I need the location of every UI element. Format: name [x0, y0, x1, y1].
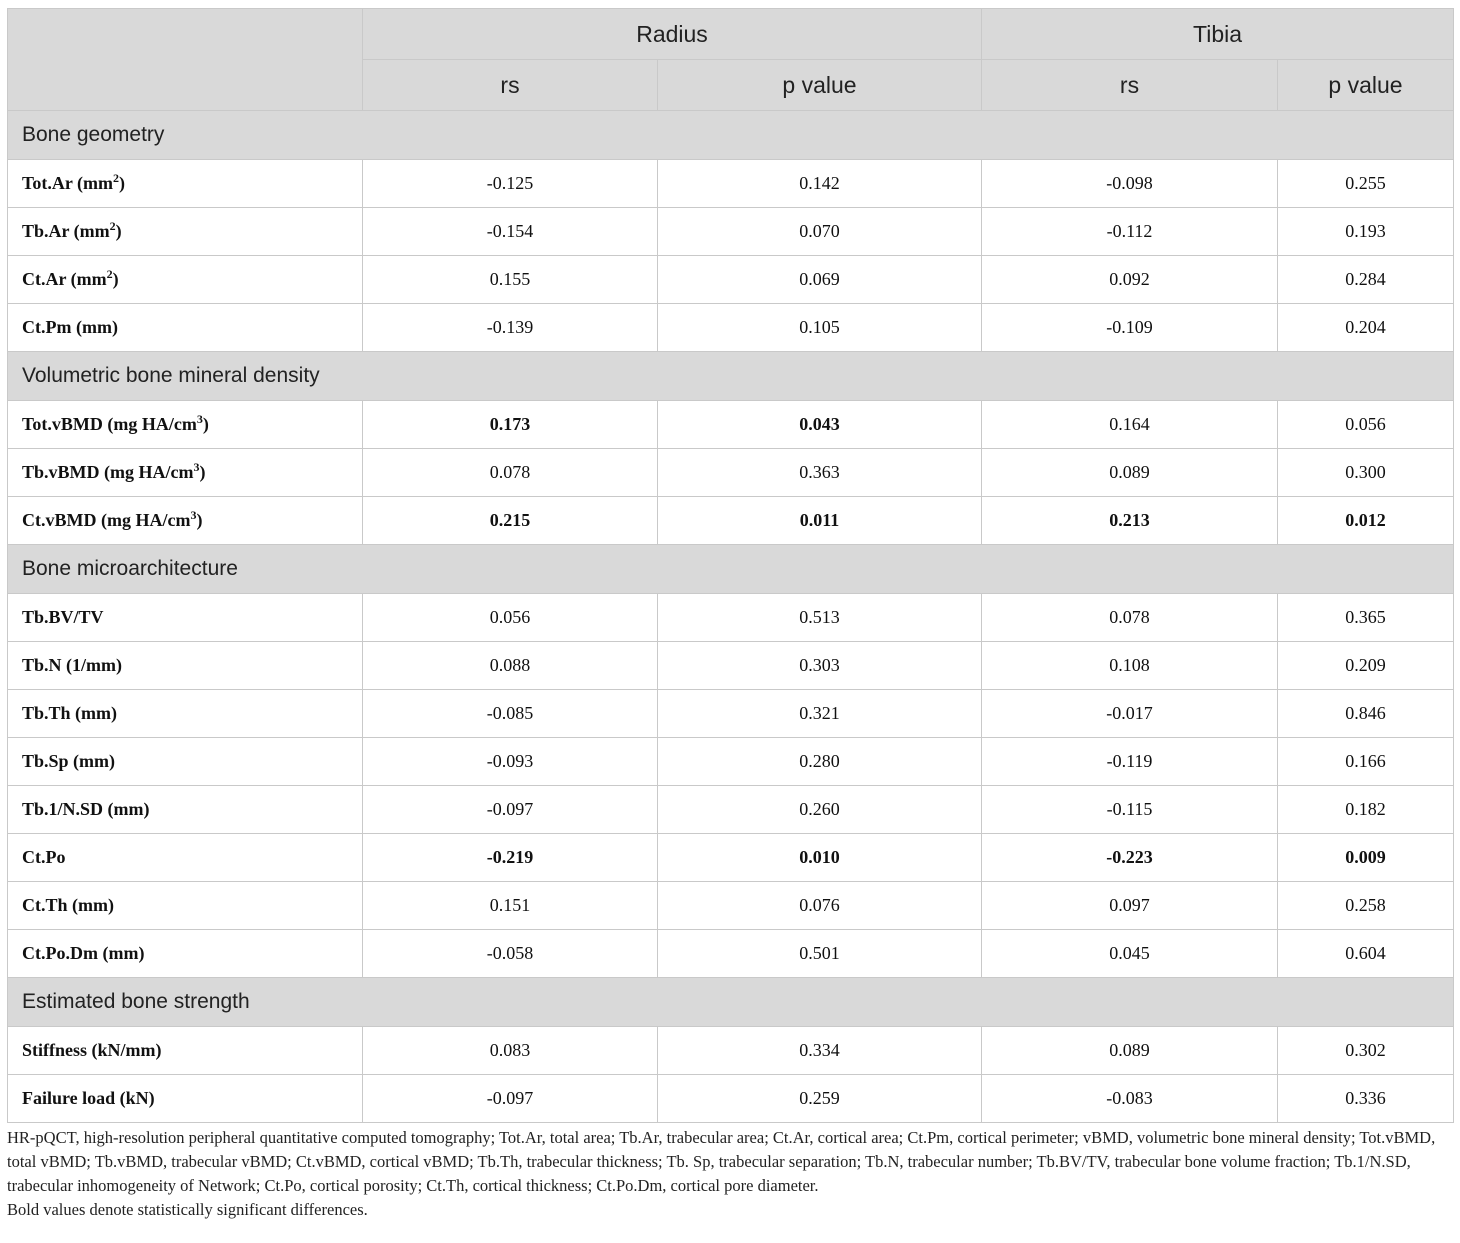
tibia-rs-cell: -0.112 — [982, 208, 1278, 256]
table-row — [8, 642, 1454, 690]
tibia-p-cell: 0.255 — [1278, 160, 1454, 208]
radius-p-cell: 0.076 — [658, 882, 982, 930]
tibia-p-cell: 0.009 — [1278, 834, 1454, 882]
radius-p-cell: 0.501 — [658, 930, 982, 978]
radius-p-cell: 0.142 — [658, 160, 982, 208]
radius-p-cell: 0.513 — [658, 594, 982, 642]
row-label — [8, 1075, 363, 1123]
row-label — [8, 786, 363, 834]
row-label — [8, 882, 363, 930]
radius-rs-cell: -0.139 — [363, 304, 658, 352]
row-label-superscript: 3 — [190, 508, 197, 522]
row-label-text: Tb.Ar (mm — [22, 221, 110, 241]
row-label-text: Tb.1/N.SD (mm) — [22, 799, 150, 819]
row-label-suffix: ) — [202, 414, 209, 434]
row-label-text: Tot.vBMD (mg HA/cm — [22, 414, 197, 434]
tibia-p-cell: 0.365 — [1278, 594, 1454, 642]
radius-rs-cell: -0.097 — [363, 786, 658, 834]
tibia-p-cell: 0.300 — [1278, 449, 1454, 497]
tibia-p-cell: 0.336 — [1278, 1075, 1454, 1123]
radius-rs-cell: 0.078 — [363, 449, 658, 497]
row-label-suffix: ) — [199, 462, 206, 482]
table-footnote — [7, 1126, 1453, 1222]
tibia-p-cell: 0.204 — [1278, 304, 1454, 352]
tibia-rs-cell: -0.083 — [982, 1075, 1278, 1123]
row-label — [8, 497, 363, 545]
radius-p-cell: 0.011 — [658, 497, 982, 545]
header-tibia-p: p value — [1278, 60, 1454, 111]
tibia-rs-cell: -0.109 — [982, 304, 1278, 352]
table-row — [8, 594, 1454, 642]
row-label — [8, 256, 363, 304]
header-empty-cell — [8, 9, 363, 111]
table-row — [8, 401, 1454, 449]
table-row — [8, 256, 1454, 304]
radius-rs-cell: -0.085 — [363, 690, 658, 738]
row-label — [8, 208, 363, 256]
tibia-rs-cell: 0.097 — [982, 882, 1278, 930]
tibia-rs-cell: 0.089 — [982, 449, 1278, 497]
row-label — [8, 738, 363, 786]
radius-p-cell: 0.043 — [658, 401, 982, 449]
table-row — [8, 786, 1454, 834]
tibia-rs-cell: 0.045 — [982, 930, 1278, 978]
row-label-text: Ct.Po — [22, 847, 66, 867]
header-radius: Radius — [363, 9, 982, 60]
radius-rs-cell: 0.173 — [363, 401, 658, 449]
section-title: Bone microarchitecture — [8, 545, 1454, 594]
row-label-superscript: 2 — [109, 219, 116, 233]
tibia-p-cell: 0.284 — [1278, 256, 1454, 304]
row-label-text: Tot.Ar (mm — [22, 173, 113, 193]
radius-p-cell: 0.069 — [658, 256, 982, 304]
radius-p-cell: 0.259 — [658, 1075, 982, 1123]
row-label — [8, 834, 363, 882]
header-radius-rs: rs — [363, 60, 658, 111]
section-row — [8, 352, 1454, 401]
row-label-superscript: 3 — [193, 460, 200, 474]
row-label — [8, 642, 363, 690]
row-label-text: Tb.Th (mm) — [22, 703, 118, 723]
table-row — [8, 1027, 1454, 1075]
table-row — [8, 497, 1454, 545]
section-row — [8, 545, 1454, 594]
tibia-rs-cell: -0.223 — [982, 834, 1278, 882]
row-label-text: Ct.vBMD (mg HA/cm — [22, 510, 191, 530]
tibia-rs-cell: -0.119 — [982, 738, 1278, 786]
row-label-text: Ct.Ar (mm — [22, 269, 107, 289]
row-label-suffix: ) — [112, 269, 119, 289]
row-label-text: Failure load (kN) — [22, 1088, 155, 1108]
table-row — [8, 930, 1454, 978]
radius-rs-cell: 0.088 — [363, 642, 658, 690]
section-title: Estimated bone strength — [8, 978, 1454, 1027]
tibia-p-cell: 0.056 — [1278, 401, 1454, 449]
tibia-rs-cell: 0.089 — [982, 1027, 1278, 1075]
tibia-rs-cell: -0.017 — [982, 690, 1278, 738]
radius-p-cell: 0.010 — [658, 834, 982, 882]
radius-rs-cell: 0.083 — [363, 1027, 658, 1075]
header-radius-p: p value — [658, 60, 982, 111]
tibia-p-cell: 0.166 — [1278, 738, 1454, 786]
radius-p-cell: 0.363 — [658, 449, 982, 497]
radius-rs-cell: 0.155 — [363, 256, 658, 304]
row-label — [8, 401, 363, 449]
row-label-suffix: ) — [119, 173, 125, 193]
tibia-rs-cell: -0.115 — [982, 786, 1278, 834]
radius-rs-cell: -0.097 — [363, 1075, 658, 1123]
correlation-table-container — [7, 8, 1453, 1222]
radius-rs-cell: 0.215 — [363, 497, 658, 545]
radius-p-cell: 0.321 — [658, 690, 982, 738]
table-row — [8, 834, 1454, 882]
tibia-p-cell: 0.604 — [1278, 930, 1454, 978]
row-label — [8, 449, 363, 497]
row-label-text: Tb.N (1/mm) — [22, 655, 122, 675]
radius-rs-cell: -0.093 — [363, 738, 658, 786]
tibia-rs-cell: -0.098 — [982, 160, 1278, 208]
row-label — [8, 1027, 363, 1075]
radius-rs-cell: -0.125 — [363, 160, 658, 208]
header-tibia: Tibia — [982, 9, 1454, 60]
table-row — [8, 690, 1454, 738]
tibia-p-cell: 0.193 — [1278, 208, 1454, 256]
tibia-p-cell: 0.846 — [1278, 690, 1454, 738]
row-label-text: Ct.Pm (mm) — [22, 317, 118, 337]
row-label-text: Stiffness (kN/mm) — [22, 1040, 162, 1060]
row-label — [8, 930, 363, 978]
radius-p-cell: 0.334 — [658, 1027, 982, 1075]
table-row — [8, 738, 1454, 786]
table-row — [8, 882, 1454, 930]
table-body — [8, 111, 1454, 1123]
tibia-p-cell: 0.258 — [1278, 882, 1454, 930]
tibia-p-cell: 0.302 — [1278, 1027, 1454, 1075]
tibia-p-cell: 0.182 — [1278, 786, 1454, 834]
row-label-text: Tb.Sp (mm) — [22, 751, 116, 771]
radius-rs-cell: 0.056 — [363, 594, 658, 642]
row-label-superscript: 2 — [106, 267, 113, 281]
row-label — [8, 594, 363, 642]
radius-rs-cell: -0.154 — [363, 208, 658, 256]
header-tibia-rs: rs — [982, 60, 1278, 111]
tibia-rs-cell: 0.092 — [982, 256, 1278, 304]
footnote-bold-note: Bold values denote statistically significant differences. — [7, 1200, 368, 1219]
radius-rs-cell: -0.058 — [363, 930, 658, 978]
radius-rs-cell: -0.219 — [363, 834, 658, 882]
row-label — [8, 304, 363, 352]
tibia-p-cell: 0.012 — [1278, 497, 1454, 545]
section-row — [8, 111, 1454, 160]
table-row — [8, 449, 1454, 497]
radius-p-cell: 0.303 — [658, 642, 982, 690]
row-label-text: Ct.Po.Dm (mm) — [22, 943, 145, 963]
tibia-rs-cell: 0.108 — [982, 642, 1278, 690]
tibia-rs-cell: 0.164 — [982, 401, 1278, 449]
row-label-suffix: ) — [115, 221, 122, 241]
radius-p-cell: 0.260 — [658, 786, 982, 834]
table-row — [8, 1075, 1454, 1123]
section-row — [8, 978, 1454, 1027]
tibia-p-cell: 0.209 — [1278, 642, 1454, 690]
row-label — [8, 160, 363, 208]
table-row — [8, 160, 1454, 208]
row-label-superscript: 3 — [196, 412, 203, 426]
radius-rs-cell: 0.151 — [363, 882, 658, 930]
section-title: Bone geometry — [8, 111, 1454, 160]
row-label-suffix: ) — [196, 510, 203, 530]
row-label-superscript: 2 — [113, 171, 119, 185]
row-label-text: Ct.Th (mm) — [22, 895, 114, 915]
footnote-abbreviations: HR-pQCT, high-resolution peripheral quantitative computed tomography; Tot.Ar, total area; Tb.Ar, trabecular area; Ct.Ar, cortical area; Ct.Pm, cortical perimeter; vBMD, volumetric bone mineral density; Tot.vBMD, total vBMD; Tb.vBMD, trabecular vBMD; Ct.vBMD, cortical vBMD; Tb.Th, trabecular thickness; Tb. Sp, trabecular separation; Tb.N, trabecular number; Tb.BV/TV, trabecular bone volume fraction; Tb.1/N.SD, trabecular inhomogeneity of Network; Ct.Po, cortical porosity; Ct.Th, cortical thickness; Ct.Po.Dm, cortical pore diameter. — [7, 1128, 1436, 1195]
table-row — [8, 304, 1454, 352]
tibia-rs-cell: 0.078 — [982, 594, 1278, 642]
table-row — [8, 208, 1454, 256]
radius-p-cell: 0.105 — [658, 304, 982, 352]
section-title: Volumetric bone mineral density — [8, 352, 1454, 401]
radius-p-cell: 0.070 — [658, 208, 982, 256]
row-label — [8, 690, 363, 738]
row-label-text: Tb.vBMD (mg HA/cm — [22, 462, 194, 482]
tibia-rs-cell: 0.213 — [982, 497, 1278, 545]
row-label-text: Tb.BV/TV — [22, 607, 104, 627]
correlation-table — [7, 8, 1454, 1123]
radius-p-cell: 0.280 — [658, 738, 982, 786]
